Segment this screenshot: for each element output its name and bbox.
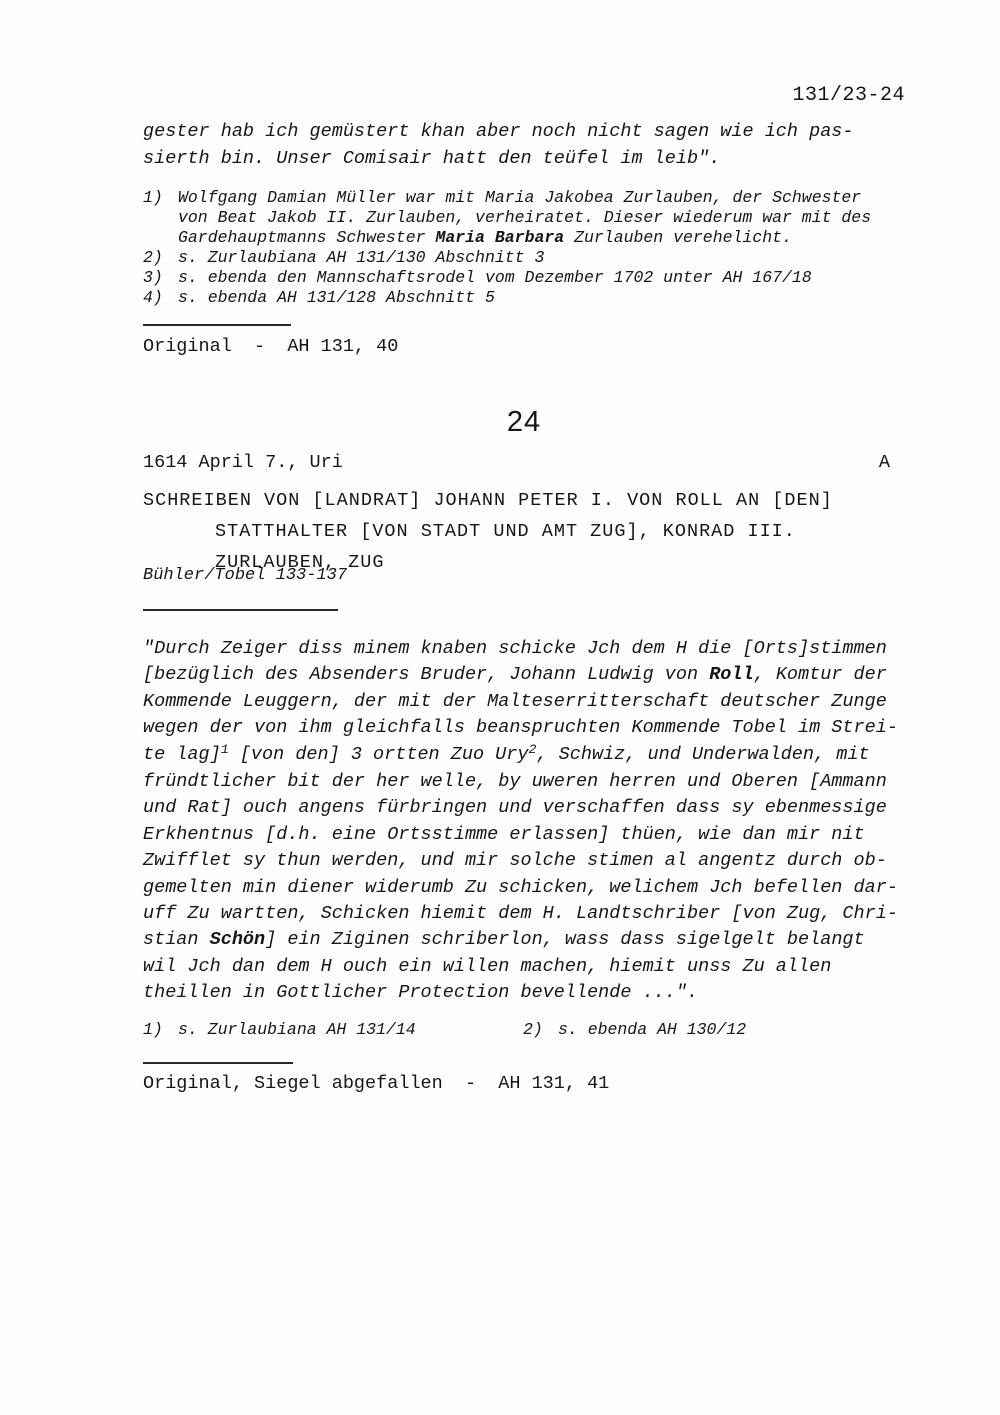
footnote-line: [143, 288, 871, 308]
text-line: [143, 795, 898, 821]
text-line: [143, 742, 898, 769]
entry24-dateline-row: [143, 452, 890, 473]
footnote-number: 1): [143, 188, 163, 207]
text-line: [143, 769, 898, 795]
entry23-footnotes: [143, 188, 871, 308]
bold-text-segment: Roll: [709, 664, 754, 686]
text-line: [143, 145, 854, 172]
footnote-line: [143, 248, 871, 268]
text-line: [143, 662, 898, 688]
text-segment: uff Zu wartten, Schicken hiemit dem H. Landtschriber [von Zug, Chri-: [143, 903, 898, 925]
bold-text-segment: Schön: [209, 929, 266, 951]
footnote-line: [143, 228, 871, 248]
text-segment: ZURLAUBEN, ZUG: [215, 552, 385, 573]
text-segment: [von den] 3 ortten Zuo Ury: [228, 743, 529, 765]
text-segment: , Schwiz, und Underwalden, mit: [536, 743, 870, 765]
footnote-number: [143, 208, 178, 228]
entry24-title: [143, 485, 833, 578]
text-segment: sierth bin. Unser Comisair hatt den teüfel im leib".: [143, 148, 721, 169]
text-segment: Wolfgang Damian Müller war mit Maria Jakobea Zurlauben, der Schwester: [178, 188, 862, 207]
divider-line-top: [143, 324, 291, 326]
footnote-number: 2): [523, 1020, 543, 1039]
footnote-number: 1): [143, 1020, 163, 1039]
footnote-text: s. Zurlaubiana AH 131/14: [178, 1020, 416, 1039]
text-segment: stian: [143, 929, 210, 951]
divider-line-middle: [143, 609, 338, 611]
entry24-marginal-letter: A: [878, 452, 890, 473]
footnote-number: 4): [143, 288, 163, 307]
bold-text-segment: Maria Barbara: [435, 228, 565, 247]
text-line: [143, 927, 898, 953]
text-segment: s. ebenda den Mannschaftsrodel vom Dezember 1702 unter AH 167/18: [178, 268, 812, 287]
text-line: [143, 516, 833, 547]
text-segment: gester hab ich gemüstert khan aber noch nicht sagen wie ich pas-: [143, 121, 854, 142]
footnote-number: 2): [143, 248, 163, 267]
text-segment: s. ebenda AH 131/128 Abschnitt 5: [178, 288, 495, 307]
superscript-footnote-mark: 1: [220, 741, 229, 757]
text-segment: theillen in Gottlicher Protection bevellende ...".: [143, 982, 699, 1004]
text-segment: s. Zurlaubiana AH 131/130 Abschnitt 3: [178, 248, 545, 267]
entry24-source-line: Original, Siegel abgefallen - AH 131, 41: [143, 1073, 610, 1094]
entry23-quote-paragraph: [143, 118, 854, 172]
entry24-footnotes: [143, 1020, 905, 1042]
footnote-number: 3): [143, 268, 163, 287]
footnote-number: [143, 228, 178, 248]
text-segment: STATTHALTER [VON STADT UND AMT ZUG], KONRAD III.: [215, 521, 796, 542]
text-segment: wil Jch dan dem H ouch ein willen machen, hiemit unss Zu allen: [143, 955, 832, 977]
text-segment: wegen der von ihm gleichfalls beanspruchten Kommende Tobel im Strei-: [143, 717, 898, 739]
text-line: [143, 636, 898, 662]
footnote-text: [178, 268, 812, 288]
text-segment: fründtlicher bit der her welle, by uweren herren und Oberen [Ammann: [143, 771, 887, 793]
superscript-footnote-mark: 2: [528, 741, 537, 757]
text-line: [143, 954, 898, 980]
divider-line-bottom: [143, 1062, 293, 1064]
text-segment: und Rat] ouch angens fürbringen und verschaffen dass sy ebenmessige: [143, 797, 887, 819]
footnote-text: s. ebenda AH 130/12: [558, 1020, 747, 1039]
entry24-reference: Bühler/Tobel 133-137: [143, 566, 348, 585]
footnote-line: [143, 268, 871, 288]
entry23-source-line: Original - AH 131, 40: [143, 336, 399, 357]
text-segment: SCHREIBEN VON [LANDRAT] JOHANN PETER I. VON ROLL AN [DEN]: [143, 490, 833, 511]
text-segment: te lag]: [143, 743, 221, 765]
text-segment: von Beat Jakob II. Zurlauben, verheiratet. Dieser wiederum war mit des: [178, 208, 872, 227]
text-line: [143, 875, 898, 901]
footnote-line: [143, 188, 871, 208]
text-segment: Kommende Leuggern, der mit der Malteserritterschaft deutscher Zunge: [143, 690, 887, 712]
text-line: [143, 980, 898, 1006]
text-segment: Erkhentnus [d.h. eine Ortsstimme erlassen] thüen, wie dan mir nit: [143, 823, 865, 845]
entry24-date-place: 1614 April 7., Uri: [143, 452, 343, 473]
text-segment: Zwifflet sy thun werden, und mir solche stimen al angentz durch ob-: [143, 850, 887, 872]
footnote-text: [178, 208, 871, 228]
footnote-text: [178, 288, 495, 308]
footnote-line: [143, 208, 871, 228]
text-segment: Zurlauben verehelicht.: [564, 228, 792, 247]
footnote-line: [143, 1020, 416, 1039]
text-segment: ] ein Ziginen schriberlon, wass dass sigelgelt belangt: [265, 929, 865, 951]
text-line: [143, 689, 898, 715]
entry24-number-heading: 24: [506, 406, 542, 438]
footnote-text: [178, 228, 792, 248]
footnote-text: [178, 188, 861, 208]
text-segment: [bezüglich des Absenders Bruder, Johann Ludwig von: [143, 664, 710, 686]
text-segment: Gardehauptmanns Schwester: [178, 228, 436, 247]
footnote-text: [178, 248, 544, 268]
footnote-line: [523, 1020, 746, 1039]
text-segment: "Durch Zeiger diss minem knaben schicke Jch dem H die [Orts]stimmen: [143, 638, 887, 659]
text-line: [143, 715, 898, 741]
text-line: [143, 485, 833, 516]
text-segment: gemelten min diener widerumb Zu schicken, welichem Jch befellen dar-: [143, 876, 898, 898]
text-line: [143, 822, 898, 848]
page-folio-number: 131/23-24: [792, 84, 905, 107]
text-segment: , Komtur der: [753, 664, 887, 686]
text-line: [143, 901, 898, 927]
entry24-body-paragraph: [143, 636, 898, 1007]
text-line: [143, 848, 898, 874]
text-line: [143, 118, 854, 145]
